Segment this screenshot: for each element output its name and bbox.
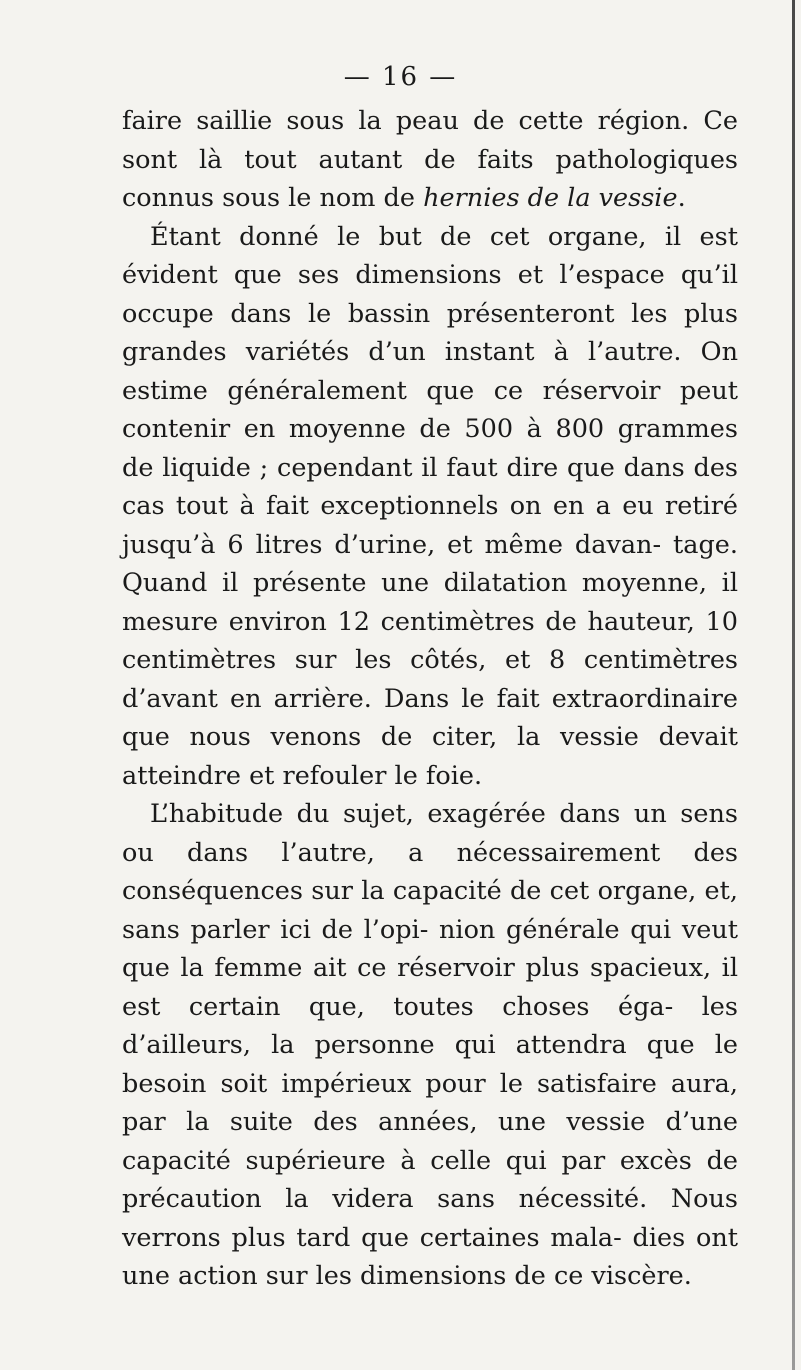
body-text — [122, 102, 738, 1296]
italic-term: hernies de la vessie — [423, 183, 678, 213]
paragraph-2: Étant donné le but de cet organe, il est évident que ses dimensions et l’espace qu’il occupe dans le bassin présenteront les plus grandes variétés d’un instant à l’autre. On estime généralement que ce réservoir peut contenir en moyenne de 500 à 800 grammes de liquide ; cependant il faut dire que dans des cas tout à fait exceptionnels on en a eu retiré jusqu’à 6 litres d’urine, et même davan- tage. Quand il présente une dilatation moyenne, il mesure environ 12 centimètres de hauteur, 10 centimètres sur les côtés, et 8 centimètres d’avant en arrière. Dans le fait extraordinaire que nous venons de citer, la vessie devait atteindre et refouler le foie. — [122, 221, 738, 791]
paragraph-1 — [122, 102, 738, 218]
paragraph-3: L’habitude du sujet, exagérée dans un sens ou dans l’autre, a nécessairement des conséquences sur la capacité de cet organe, et, sans parler ici de l’opi- nion générale qui veut que la femme ait ce réservoir plus spacieux, il est certain que, toutes choses éga- les d’ailleurs, la personne qui attendra que le besoin soit impérieux pour le satisfaire aura, par la suite des années, une vessie d’une capacité supérieure à celle qui par excès de précaution la videra sans nécessité. Nous verrons plus tard que certaines mala- dies ont une action sur les dimensions de ce viscère. — [122, 799, 738, 1291]
page-number: — 16 — — [343, 62, 458, 92]
paragraph-1-text: faire saillie sous la peau de cette région. Ce sont là tout autant de faits pathologiques connus sous le nom de — [122, 106, 738, 213]
paragraph-1-end: . — [677, 183, 686, 213]
page-edge-shadow — [792, 0, 795, 1370]
